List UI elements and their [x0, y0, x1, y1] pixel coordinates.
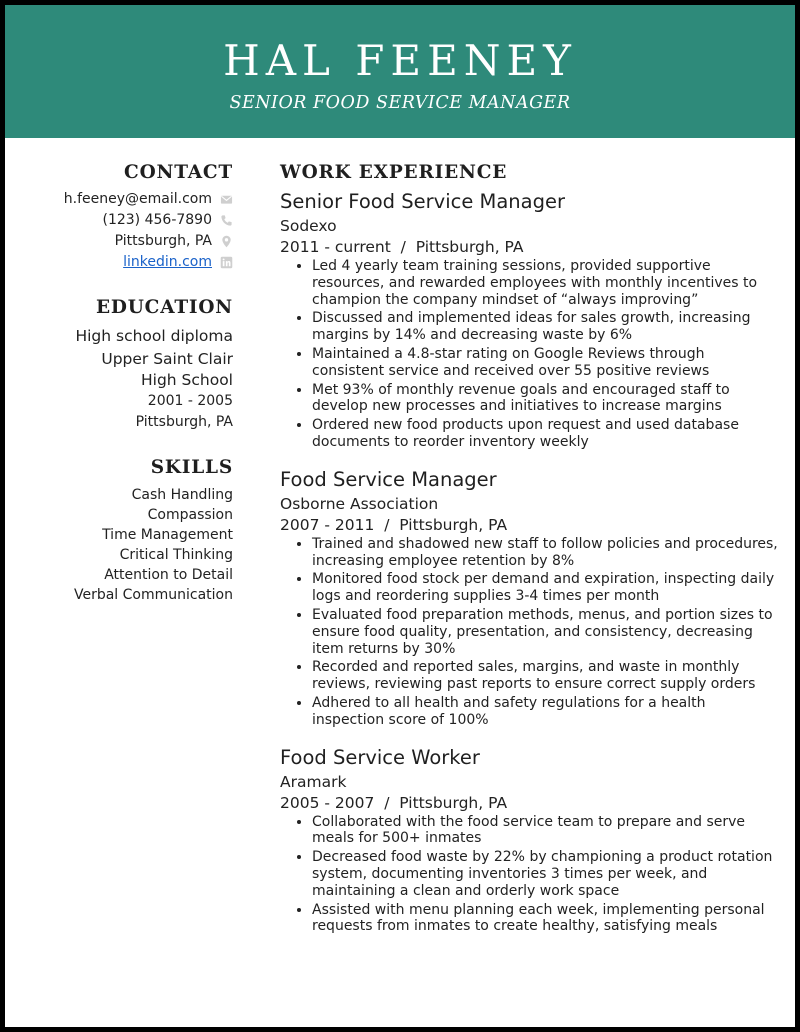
skill-item: Critical Thinking	[119, 547, 233, 563]
job-bullets	[280, 814, 780, 936]
education-section	[5, 297, 233, 433]
education-heading: EDUCATION	[96, 297, 233, 318]
candidate-name: HAL FEENEY	[223, 36, 577, 85]
skill-item: Attention to Detail	[104, 567, 233, 583]
candidate-title: SENIOR FOOD SERVICE MANAGER	[229, 93, 571, 113]
job-dates: 2011 - current / Pittsburgh, PA	[280, 238, 524, 256]
skill-item: Time Management	[102, 527, 233, 543]
phone-icon	[220, 214, 233, 227]
left-column	[5, 138, 233, 605]
contact-email	[5, 189, 233, 210]
map-pin-icon	[220, 235, 233, 248]
job-bullet: • Met 93% of monthly revenue goals and encouraged staff to develop new processes and initiatives to increase margins	[312, 382, 780, 416]
job-entry	[280, 189, 780, 451]
job-company: Aramark	[280, 772, 347, 791]
job-title: Senior Food Service Manager	[280, 190, 565, 213]
skill-item: Verbal Communication	[73, 587, 233, 603]
location-text: Pittsburgh, PA	[114, 233, 212, 249]
job-bullet: • Collaborated with the food service team to prepare and serve meals for 500+ inmates	[312, 814, 780, 848]
linkedin-link[interactable]: linkedin.com	[123, 254, 212, 270]
job-bullet: • Assisted with menu planning each week, implementing personal requests from inmates to create healthy, satisfying meals	[312, 902, 780, 936]
education-location: Pittsburgh, PA	[135, 414, 233, 430]
contact-heading: CONTACT	[124, 162, 233, 183]
job-bullet: • Ordered new food products upon request and used database documents to reorder inventory weekly	[312, 417, 780, 451]
job-bullet: • Adhered to all health and safety regulations for a health inspection score of 100%	[312, 695, 780, 729]
job-bullet: • Decreased food waste by 22% by championing a product rotation system, documenting inventories 3 times per week, and maintaining a clean and orderly work space	[312, 849, 780, 899]
job-company: Sodexo	[280, 217, 337, 235]
job-company: Osborne Association	[280, 494, 439, 513]
education-years: 2001 - 2005	[147, 393, 233, 409]
right-column	[280, 138, 780, 937]
education-school: Upper Saint Clair High School	[101, 350, 233, 389]
envelope-icon	[220, 193, 233, 206]
linkedin-icon	[220, 256, 233, 269]
job-bullet: • Recorded and reported sales, margins, and waste in monthly reviews, reviewing past reports to ensure correct supply orders	[312, 659, 780, 693]
resume-header	[5, 5, 795, 138]
skills-heading: SKILLS	[150, 457, 233, 478]
experience-heading: WORK EXPERIENCE	[280, 162, 508, 183]
job-bullet: • Discussed and implemented ideas for sales growth, increasing margins by 14% and decreasing waste by 6%	[312, 310, 780, 344]
job-bullet: • Maintained a 4.8-star rating on Google Reviews through consistent service and received over 55 positive reviews	[312, 346, 780, 380]
job-bullets	[280, 536, 780, 729]
job-entry	[280, 745, 780, 936]
contact-phone	[5, 210, 233, 231]
email-text: h.feeney@email.com	[63, 191, 212, 207]
job-bullets	[280, 258, 780, 451]
job-bullet: • Evaluated food preparation methods, menus, and portion sizes to ensure food quality, presentation, and consistency, decreasing item returns by 30%	[312, 607, 780, 657]
phone-text: (123) 456-7890	[102, 212, 212, 228]
contact-linkedin	[5, 252, 233, 273]
job-entry	[280, 467, 780, 729]
job-bullet: • Monitored food stock per demand and expiration, inspecting daily logs and reordering supplies 3-4 times per month	[312, 571, 780, 605]
job-bullet: • Trained and shadowed new staff to follow policies and procedures, increasing employee retention by 8%	[312, 536, 780, 570]
job-dates: 2005 - 2007 / Pittsburgh, PA	[280, 793, 508, 812]
resume-page	[5, 5, 795, 1027]
job-bullet: • Led 4 yearly team training sessions, provided supportive resources, and rewarded employees with monthly incentives to champion the company mindset of “always improving”	[312, 258, 780, 308]
skill-item: Cash Handling	[131, 487, 233, 503]
job-dates: 2007 - 2011 / Pittsburgh, PA	[280, 515, 508, 534]
skill-item: Compassion	[147, 507, 233, 523]
skills-section	[5, 457, 233, 605]
job-title: Food Service Manager	[280, 467, 497, 491]
job-title: Food Service Worker	[280, 745, 480, 769]
contact-location	[5, 231, 233, 252]
contact-section	[5, 162, 233, 273]
education-degree: High school diploma	[75, 327, 233, 345]
